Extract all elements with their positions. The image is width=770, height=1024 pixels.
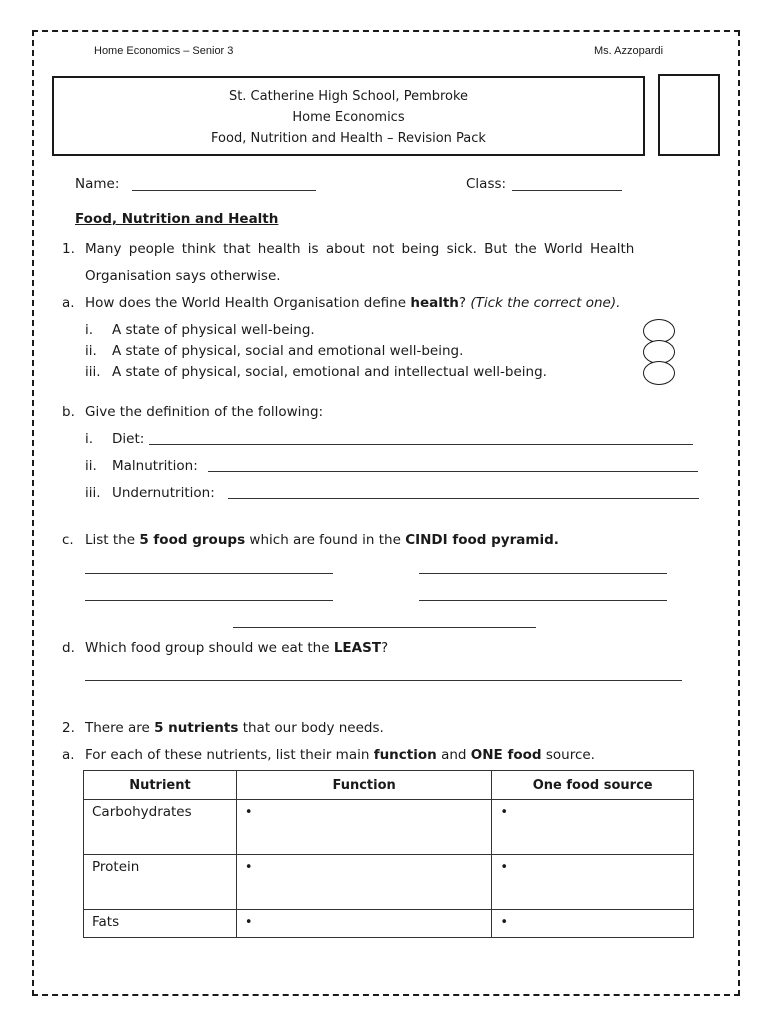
table-header-row: [84, 771, 694, 800]
q1c-question: List the 5 food groups which are found in the CINDI food pyramid.: [85, 532, 559, 548]
nutrient-cell: Fats: [84, 910, 237, 938]
food-group-line-1[interactable]: [85, 573, 333, 574]
option-2-text: A state of physical, social and emotional well-being.: [112, 343, 464, 359]
q1d-question: Which food group should we eat the LEAST?: [85, 640, 389, 656]
header-teacher: Ms. Azzopardi: [594, 45, 664, 57]
subject-title: Home Economics: [292, 110, 405, 125]
def-3-num: iii.: [85, 485, 101, 501]
q2-text: There are 5 nutrients that our body needs.: [85, 720, 384, 736]
option-1-text: A state of physical well-being.: [112, 322, 315, 338]
malnutrition-answer-line[interactable]: [208, 471, 698, 472]
undernutrition-answer-line[interactable]: [228, 498, 699, 499]
food-group-line-3[interactable]: [85, 600, 333, 601]
header-function: Function: [236, 771, 491, 800]
bullet: •: [500, 805, 509, 820]
bullet: •: [500, 915, 509, 930]
food-group-line-4[interactable]: [419, 600, 667, 601]
table-row: [84, 855, 694, 910]
pack-title: Food, Nutrition and Health – Revision Pack: [211, 131, 486, 146]
bullet: •: [244, 915, 253, 930]
function-cell[interactable]: [236, 800, 491, 855]
food-source-cell[interactable]: [492, 800, 694, 855]
nutrient-table: [83, 770, 694, 938]
q1-text-line1: Many people think that health is about not being sick. But the World Health: [85, 241, 635, 257]
function-cell[interactable]: [236, 855, 491, 910]
q1-number: 1.: [62, 241, 75, 257]
title-box: [52, 76, 645, 156]
option-3-num: iii.: [85, 364, 101, 380]
q2a-label: a.: [62, 747, 75, 763]
q1a-label: a.: [62, 295, 75, 311]
option-3-text: A state of physical, social, emotional and intellectual well-being.: [112, 364, 547, 380]
name-label: Name:: [75, 176, 120, 192]
bullet: •: [244, 805, 253, 820]
table-row: [84, 800, 694, 855]
q1c-label: c.: [62, 532, 74, 548]
food-group-line-2[interactable]: [419, 573, 667, 574]
bullet: •: [244, 860, 253, 875]
def-1-term: Diet:: [112, 431, 145, 447]
q2a-question: For each of these nutrients, list their main function and ONE food source.: [85, 747, 595, 763]
def-1-num: i.: [85, 431, 94, 447]
food-source-cell[interactable]: [492, 910, 694, 938]
tick-circle-3[interactable]: [643, 361, 675, 385]
table-row: [84, 910, 694, 938]
class-label: Class:: [466, 176, 507, 192]
header-subject: Home Economics – Senior 3: [94, 45, 234, 57]
section-heading: Food, Nutrition and Health: [75, 211, 279, 227]
diet-answer-line[interactable]: [149, 444, 693, 445]
mark-box: [658, 74, 720, 156]
q1b-label: b.: [62, 404, 75, 420]
school-name: St. Catherine High School, Pembroke: [228, 89, 469, 104]
nutrient-cell: Carbohydrates: [84, 800, 237, 855]
bullet: •: [500, 860, 509, 875]
q1d-label: d.: [62, 640, 75, 656]
header-nutrient: Nutrient: [84, 771, 237, 800]
q1-text-line2: Organisation says otherwise.: [85, 268, 281, 284]
option-2-num: ii.: [85, 343, 97, 359]
def-2-term: Malnutrition:: [112, 458, 198, 474]
food-source-cell[interactable]: [492, 855, 694, 910]
food-group-line-5[interactable]: [233, 627, 536, 628]
q1a-question: How does the World Health Organisation define health? (Tick the correct one).: [85, 295, 621, 311]
q2-number: 2.: [62, 720, 75, 736]
q1b-question: Give the definition of the following:: [85, 404, 324, 420]
nutrient-cell: Protein: [84, 855, 237, 910]
least-food-group-line[interactable]: [85, 680, 682, 681]
def-3-term: Undernutrition:: [112, 485, 215, 501]
def-2-num: ii.: [85, 458, 97, 474]
name-field[interactable]: [132, 190, 316, 191]
class-field[interactable]: [512, 190, 622, 191]
header-food-source: One food source: [492, 771, 694, 800]
option-1-num: i.: [85, 322, 94, 338]
function-cell[interactable]: [236, 910, 491, 938]
